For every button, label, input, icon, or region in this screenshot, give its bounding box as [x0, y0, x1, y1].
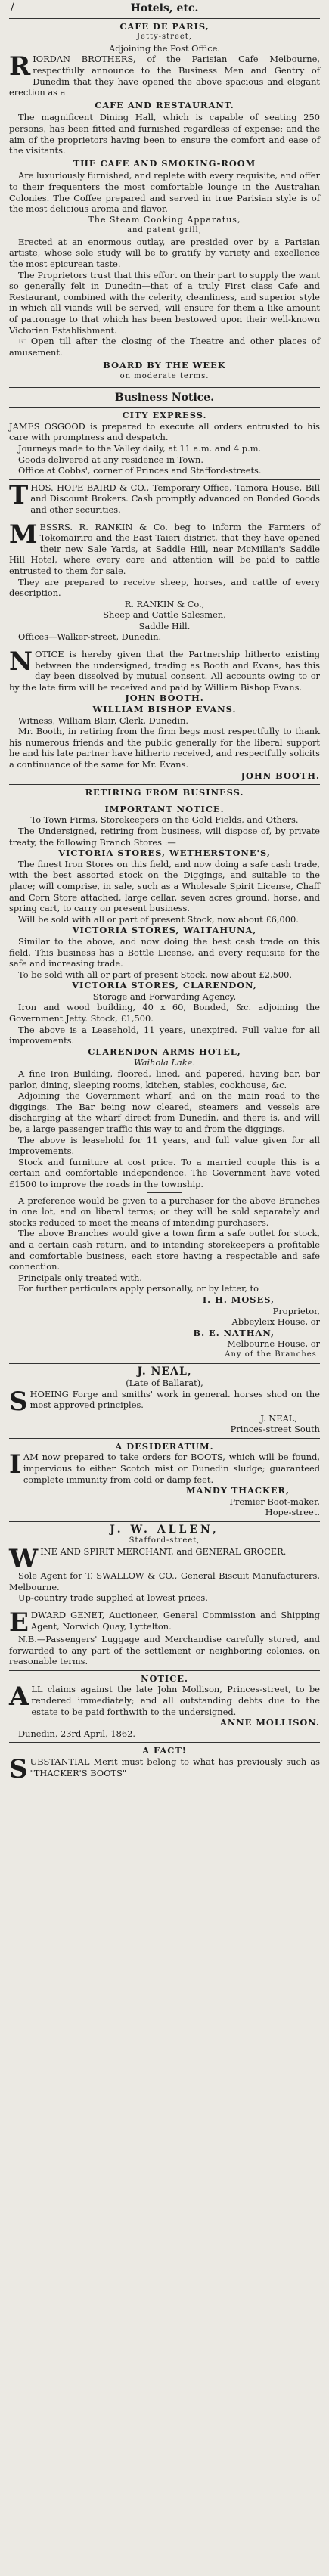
cafe-subhead: THE CAFE AND SMOKING-ROOM — [73, 157, 256, 169]
fact-ad — [9, 1743, 320, 1784]
partnership-text — [9, 646, 320, 693]
cafe-subhead: The Steam Cooking Apparatus, — [88, 214, 241, 225]
genet-p2: N.B.—Passengers' Luggage and Merchandise carefully stored, and forwarded to any part of the settlement or neighboring colonies, on reasonable terms. — [9, 1633, 320, 1667]
board-notice: BOARD BY THE WEEK — [103, 360, 226, 371]
genet-ad — [9, 1607, 320, 1670]
genet-text-body: DWARD GENET, Auctioneer, General Commission and Shipping Agent, Norwich Quay, Lyttelton. — [30, 1609, 320, 1632]
cafe-paragraph: The magnificent Dining Hall, which is capable of seating 250 persons, has been fitted and furnished regardless of expense; and the aim of the proprietors having been to ensure the comfort and ease of the visitants. — [9, 112, 320, 157]
notice-text-body: LL claims against the late John Mollison, Princes-street, to be rendered immediately; and all outstanding debts due to the estate to be paid forthwith to the undersigned. — [31, 1684, 320, 1717]
signature-line: Melbourne House, or — [227, 1338, 320, 1350]
neal-title: J. NEAL, — [137, 1365, 192, 1378]
pointing-hand-icon: ☞ — [18, 336, 26, 347]
hotel-text: Principals only treated with. — [18, 1272, 142, 1283]
fact-text — [9, 1753, 320, 1784]
desideratum-title: A DESIDERATUM. — [115, 1440, 214, 1452]
partnership-p2: Mr. Booth, in retiring from the firm begs most respectfully to thank his numerous friends and the public generally for the liberal support he and his late partner have hitherto received, and respectfully solicits a continuance of the same for Mr. Evans. — [9, 726, 320, 770]
rankin-text — [9, 519, 320, 577]
cafe-subhead: and patent grill, — [127, 226, 202, 235]
hotel-text: A preference would be given to a purchaser for the above Branches in one lot, and on liberal terms; or they will be sold separately and stocks reduced to meet the means of intending purchasers. — [9, 1195, 320, 1228]
hotel-title: CLARENDON ARMS HOTEL, — [88, 1046, 241, 1057]
hotel-text: A fine Iron Building, floored, lined, and papered, having bar, bar parlor, dining, sleeping rooms, kitchen, stables, cookhouse, &c. — [9, 1068, 320, 1090]
cafe-paragraph — [9, 336, 320, 358]
cafe-paragraph: Are luxuriously furnished, and replete with every requisite, and offer to their frequenters the most comfortable lounge in the Australian Colonies. The Coffee prepared and served in true Parisian style is of the most delicious aroma and flavor. — [9, 170, 320, 215]
express-goods: Goods delivered at any residence in Town. — [18, 454, 203, 465]
important-to: To Town Firms, Storekeepers on the Gold Fields, and Others. — [30, 814, 299, 826]
allen-text-body: INE AND SPIRIT MERCHANT, and GENERAL GROCER. — [40, 1546, 287, 1558]
notice-title: NOTICE. — [141, 1672, 188, 1684]
desideratum-ad — [9, 1439, 320, 1521]
hope-text — [9, 479, 320, 516]
notice-text — [9, 1684, 320, 1717]
express-title: CITY EXPRESS. — [122, 410, 207, 421]
rankin-sign: R. RANKIN & Co., — [124, 598, 205, 609]
signature: I. H. MOSES, — [202, 1294, 275, 1305]
fact-text-body: UBSTANTIAL Merit must belong to what has previously such as "THACKER'S BOOTS" — [29, 1756, 320, 1778]
drop-cap: M — [9, 519, 38, 550]
hotel-text: The above is leasehold for 11 years, and full value given for all improvements. — [9, 1134, 320, 1157]
allen-text — [9, 1544, 320, 1575]
tick-mark: / — [11, 2, 14, 14]
notice-date: Dunedin, 23rd April, 1862. — [18, 1728, 136, 1739]
neal-sign: J. NEAL, — [260, 1412, 297, 1424]
store-text: To be sold with all or part of present Stock, now about £2,500. — [18, 969, 292, 980]
drop-cap: T — [9, 479, 29, 510]
store-title: VICTORIA STORES, WAITAHUNA, — [72, 925, 257, 936]
partnership-witness: Witness, William Blair, Clerk, Dunedin. — [18, 715, 189, 726]
important-title: IMPORTANT NOTICE. — [104, 803, 225, 814]
store-text: The finest Iron Stores on this field, and now doing a safe cash trade, with the best assorted stock on the Diggings, and suitable to the place; will comprise, in sale, such as a Wholesale Spirit License, Chaff and Corn Store attached, large cellar, seven acres ground, horse, and spring cart, to carry on present business. — [9, 858, 320, 914]
hope-baird-ad — [9, 480, 320, 519]
rankin-sign3: Saddle Hill. — [138, 620, 191, 631]
partner-name: JOHN BOOTH. — [125, 693, 204, 704]
rankin-offices: Offices—Walker-street, Dunedin. — [18, 631, 162, 643]
neal-sign2: Princes-street South — [230, 1424, 320, 1435]
store-text: Similar to the above, and now doing the best cash trade on this field. This business has a Bottle License, and every requisite for the safe and increasing trade. — [9, 935, 320, 969]
drop-cap: N — [9, 646, 33, 677]
drop-cap: I — [9, 1449, 21, 1480]
store-sub: Storage and Forwarding Agency, — [92, 990, 237, 1002]
signature-line: Proprietor, — [272, 1305, 320, 1316]
business-notice-title: Business Notice. — [114, 391, 215, 404]
allen-ad — [9, 1522, 320, 1607]
allen-p2: Sole Agent for T. SWALLOW & CO., General Biscuit Manufacturers, Melbourne. — [9, 1570, 320, 1592]
allen-title: J. W. ALLEN, — [110, 1524, 219, 1536]
drop-cap: S — [9, 1386, 28, 1417]
cafe-intro-text: IORDAN BROTHERS, of the Parisian Cafe Melbourne, respectfully announce to the Business Men and Gentry of Dunedin that they have opened the above spacious and elegant erection as a — [9, 54, 320, 98]
partnership-sign: JOHN BOOTH. — [241, 770, 320, 781]
desideratum-text — [9, 1449, 320, 1485]
express-office: Office at Cobbs', corner of Princes and Stafford-streets. — [18, 465, 262, 476]
city-express-ad — [9, 408, 320, 479]
express-journeys: Journeys made to the Valley daily, at 11 a.m. and 4 p.m. — [18, 442, 262, 454]
store-text: Will be sold with all or part of present Stock, now about £6,000. — [18, 913, 299, 925]
neal-sub: (Late of Ballarat), — [126, 1378, 203, 1389]
cafe-paragraph: The Proprietors trust that this effort on their part to supply the want so generally felt in Dunedin—that of a truly First class Cafe and Restaurant, combined with the celerity, cleanliness, and superior style in which all viands will be served, will ensure for them a like amount of patronage to that which has been bestowed upon their well-known Victorian Establishment. — [9, 269, 320, 336]
desideratum-sign3: Hope-street. — [265, 1507, 320, 1518]
drop-cap: R — [9, 51, 31, 82]
drop-cap: E — [9, 1607, 29, 1638]
allen-p3: Up-country trade supplied at lowest prices. — [18, 1592, 208, 1604]
hotel-text: The above Branches would give a town firm a safe outlet for stock, and a certain cash return, and to intending storekeepers a profitable and comfortable business, each store having a respectable and safe connection. — [9, 1228, 320, 1273]
drop-cap: W — [9, 1544, 39, 1575]
signature-line: Any of the Branches. — [225, 1350, 320, 1359]
rankin-text-body: ESSRS. R. RANKIN & Co. beg to inform the Farmers of Tokomairiro and the East Taieri district, that they have opened their new Sale Yards, at Saddle Hill, near McMillan's Saddle Hill Hotel, where every care and attention will be paid to cattle entrusted to them for sale. — [9, 521, 320, 576]
drop-cap: S — [9, 1753, 28, 1784]
important-notice — [9, 801, 320, 1364]
desideratum-sign2: Premier Boot-maker, — [229, 1496, 320, 1507]
partnership-text-body: OTICE is hereby given that the Partnership hitherto existing between the undersigned, trading as Booth and Evans, has this day been dissolved by mutual consent. All accounts owing to or by the late firm will be received and paid by William Bishop Evans. — [9, 649, 320, 693]
store-text: The above is a Leasehold, 11 years, unexpired. Full value for all improvements. — [9, 1024, 320, 1046]
board-terms: on moderate terms. — [119, 372, 210, 380]
store-title: VICTORIA STORES, CLARENDON, — [72, 980, 257, 991]
cafe-title: CAFE DE PARIS, — [119, 20, 210, 32]
neal-text — [9, 1386, 320, 1417]
signature-line: Abbeyleix House, or — [231, 1316, 320, 1328]
cafe-paragraph: Erected at an enormous outlay, are presided over by a Parisian artiste, whose sole study will be to gratify by variety and excellence the most epicurean taste. — [9, 236, 320, 270]
rankin-sign2: Sheep and Cattle Salesmen, — [103, 609, 226, 621]
neal-ad — [9, 1364, 320, 1437]
cafe-subhead: CAFE AND RESTAURANT. — [95, 99, 234, 110]
hotel-text: Adjoining the Government wharf, and on the main road to the diggings. The Bar being now cleared, steamers and vessels are discharging at the wharf direct from Dunedin, and there is, and will be, a large passenger traffic this way to and from the diggings. — [9, 1090, 320, 1134]
hope-text-body: HOS. HOPE BAIRD & CO., Temporary Office, Tamora House, Bill and Discount Brokers. Cash promptly advanced on Bonded Goods and other securities. — [30, 482, 320, 515]
desideratum-sign: MANDY THACKER, — [186, 1485, 290, 1496]
signature: B. E. NATHAN, — [193, 1327, 275, 1338]
desideratum-text-body: AM now prepared to take orders for BOOTS, which will be found, impervious to either Scotch mist or Dunedin sludge; guaranteed complete immunity from cold or damp feet. — [23, 1452, 320, 1485]
short-rule — [147, 1192, 182, 1193]
notice-sign: ANNE MOLLISON. — [220, 1717, 320, 1728]
section-header — [9, 0, 320, 18]
store-text: Iron and wood building, 40 x 60, Bonded, &c. adjoining the Government Jetty. Stock, £1,500. — [9, 1002, 320, 1025]
mollison-notice — [9, 1671, 320, 1743]
rankin-p2: They are prepared to receive sheep, horses, and cattle of every description. — [9, 576, 320, 599]
fact-title: A FACT! — [142, 1745, 187, 1756]
retiring-title: RETIRING FROM BUSINESS. — [85, 787, 244, 798]
hotel-text: For further particulars apply personally, or by letter, to — [18, 1283, 259, 1294]
section-title: Hotels, etc. — [130, 2, 199, 14]
partner-name: WILLIAM BISHOP EVANS. — [92, 704, 237, 715]
cafe-advertisement — [9, 19, 320, 386]
cafe-intro — [9, 51, 320, 98]
cafe-hours: Open till after the closing of the Theatre and other places of amusement. — [9, 336, 320, 358]
rankin-ad — [9, 519, 320, 646]
partnership-notice — [9, 646, 320, 784]
hotel-text: Stock and furniture at cost price. To a married couple this is a certain and comfortable independence. The Government have voted £1500 to improve the roads in the township. — [9, 1156, 320, 1189]
genet-text — [9, 1607, 320, 1638]
express-text: JAMES OSGOOD is prepared to execute all orders entrusted to his care with promptness and despatch. — [9, 420, 320, 443]
drop-cap: A — [9, 1682, 29, 1713]
hotel-sub: Waihola Lake. — [133, 1057, 196, 1068]
allen-street: Stafford-street, — [129, 1536, 200, 1545]
cafe-street: Jetty-street, — [137, 33, 192, 42]
important-text: The Undersigned, retiring from business, will dispose of, by private treaty, the following Branch Stores :— — [9, 825, 320, 848]
store-title: VICTORIA STORES, WETHERSTONE'S, — [58, 848, 271, 859]
cafe-adjoining: Adjoining the Post Office. — [109, 42, 220, 54]
neal-text-body: HOEING Forge and smiths' work in general. horses shod on the most approved principles. — [29, 1388, 320, 1411]
